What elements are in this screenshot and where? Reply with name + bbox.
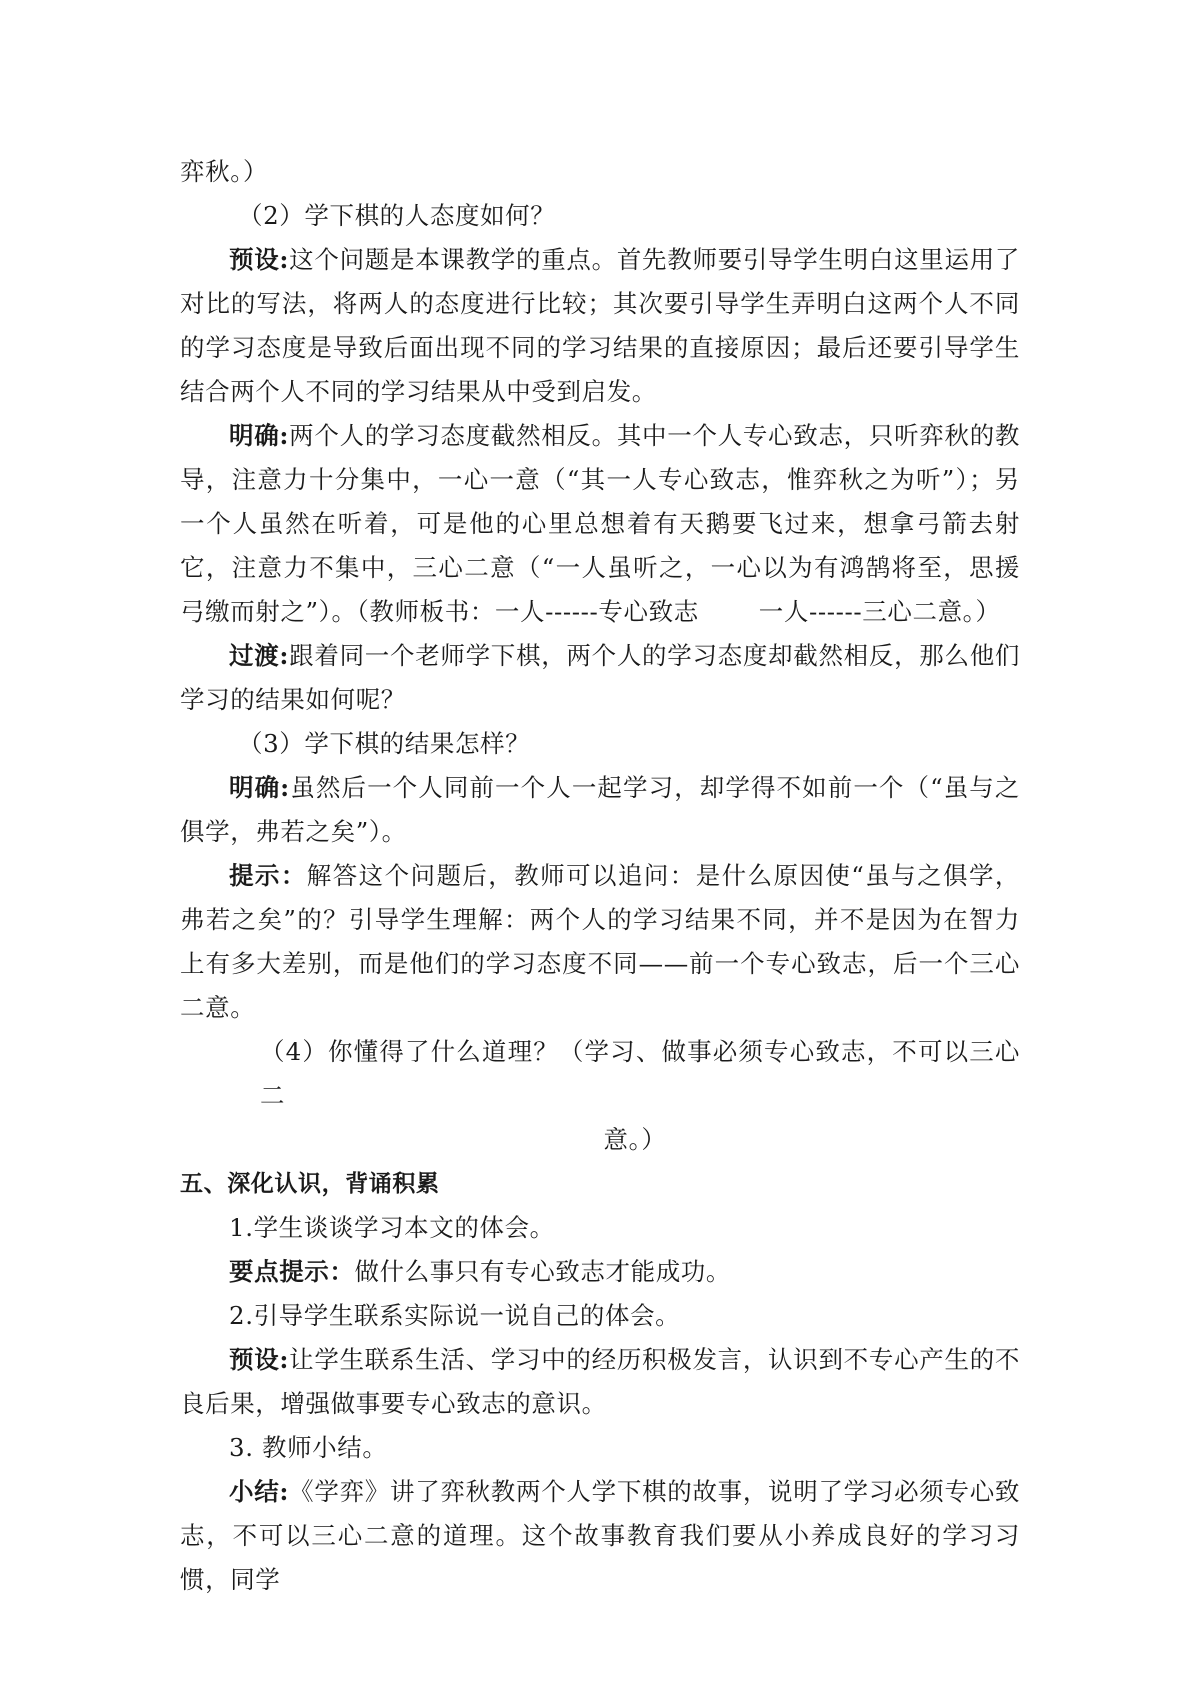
document-page: [180, 150, 1020, 1602]
paragraph-clarify-2: [180, 766, 1020, 854]
key-points-text: 做什么事只有专心致志才能成功。: [354, 1257, 731, 1286]
summary-text: 《学弈》讲了弈秋教两个人学下棋的故事，说明了学习必须专心致志，不可以三心二意的道理。这个故事教育我们要从小养成良好的学习习惯，同学: [180, 1477, 1020, 1594]
paragraph-transition: [180, 634, 1020, 722]
paragraph-preset-1: [180, 238, 1020, 414]
paragraph-hint: [180, 854, 1020, 1030]
clarify-text: 两个人的学习态度截然相反。其中一个人专心致志，只听弈秋的教导，注意力十分集中，一心一意（“其一人专心致志，惟弈秋之为听”）；另一个人虽然在听着，可是他的心里总想着有天鹅要飞过来，想拿弓箭去射它，注意力不集中，三心二意（“一人虽听之，一心以为有鸿鹄将至，思援弓缴而射之”）。（教师板书：一人------专心致志: [180, 421, 1020, 626]
label-summary: 小结:: [229, 1477, 290, 1506]
paragraph-preset-2: [180, 1338, 1020, 1426]
preset-text: 让学生联系生活、学习中的经历积极发言，认识到不专心产生的不良后果，增强做事要专心致志的意识。: [180, 1345, 1020, 1418]
label-preset: 预设:: [229, 1345, 290, 1374]
label-preset: 预设:: [229, 245, 290, 274]
paragraph-summary: [180, 1470, 1020, 1602]
clarify-tail: 一人------三心二意。）: [758, 597, 1001, 626]
hint-text: 解答这个问题后，教师可以追问：是什么原因使“虽与之俱学，弗若之矣”的？引导学生理解：两个人的学习结果不同，并不是因为在智力上有多大差别，而是他们的学习态度不同——前一个专心致志，后一个三心二意。: [180, 861, 1020, 1022]
question-4-continuation: 意。）: [603, 1125, 667, 1154]
clarify-text: 虽然后一个人同前一个人一起学习，却学得不如前一个（“虽与之俱学，弗若之矣”）。: [180, 773, 1021, 846]
label-key-points: 要点提示：: [229, 1257, 355, 1286]
label-hint: 提示：: [229, 861, 307, 890]
transition-text: 跟着同一个老师学下棋，两个人的学习态度却截然相反，那么他们学习的结果如何呢？: [180, 641, 1020, 714]
paragraph-continuation: 弈秋。）: [180, 157, 269, 186]
step-1: 1.学生谈谈学习本文的体会。: [229, 1213, 555, 1242]
label-clarify: 明确:: [229, 421, 290, 450]
step-2: 2.引导学生联系实际说一说自己的体会。: [229, 1301, 681, 1330]
label-transition: 过渡:: [229, 641, 290, 670]
preset-text: 这个问题是本课教学的重点。首先教师要引导学生明白这里运用了对比的写法，将两人的态度进行比较；其次要引导学生弄明白这两个人不同的学习态度是导致后面出现不同的学习结果的直接原因；最后还要引导学生结合两个人不同的学习结果从中受到启发。: [180, 245, 1020, 406]
paragraph-key-points: [180, 1250, 1020, 1294]
question-4: （4）你懂得了什么道理？（学习、做事必须专心致志，不可以三心二: [260, 1037, 1020, 1110]
label-clarify: 明确:: [229, 773, 290, 802]
step-3: 3. 教师小结。: [229, 1433, 388, 1462]
paragraph-clarify-1: [180, 414, 1020, 634]
question-2: （2）学下棋的人态度如何？: [238, 201, 556, 230]
question-3: （3）学下棋的结果怎样？: [238, 729, 531, 758]
section-heading-5: 五、深化认识，背诵积累: [180, 1171, 440, 1197]
